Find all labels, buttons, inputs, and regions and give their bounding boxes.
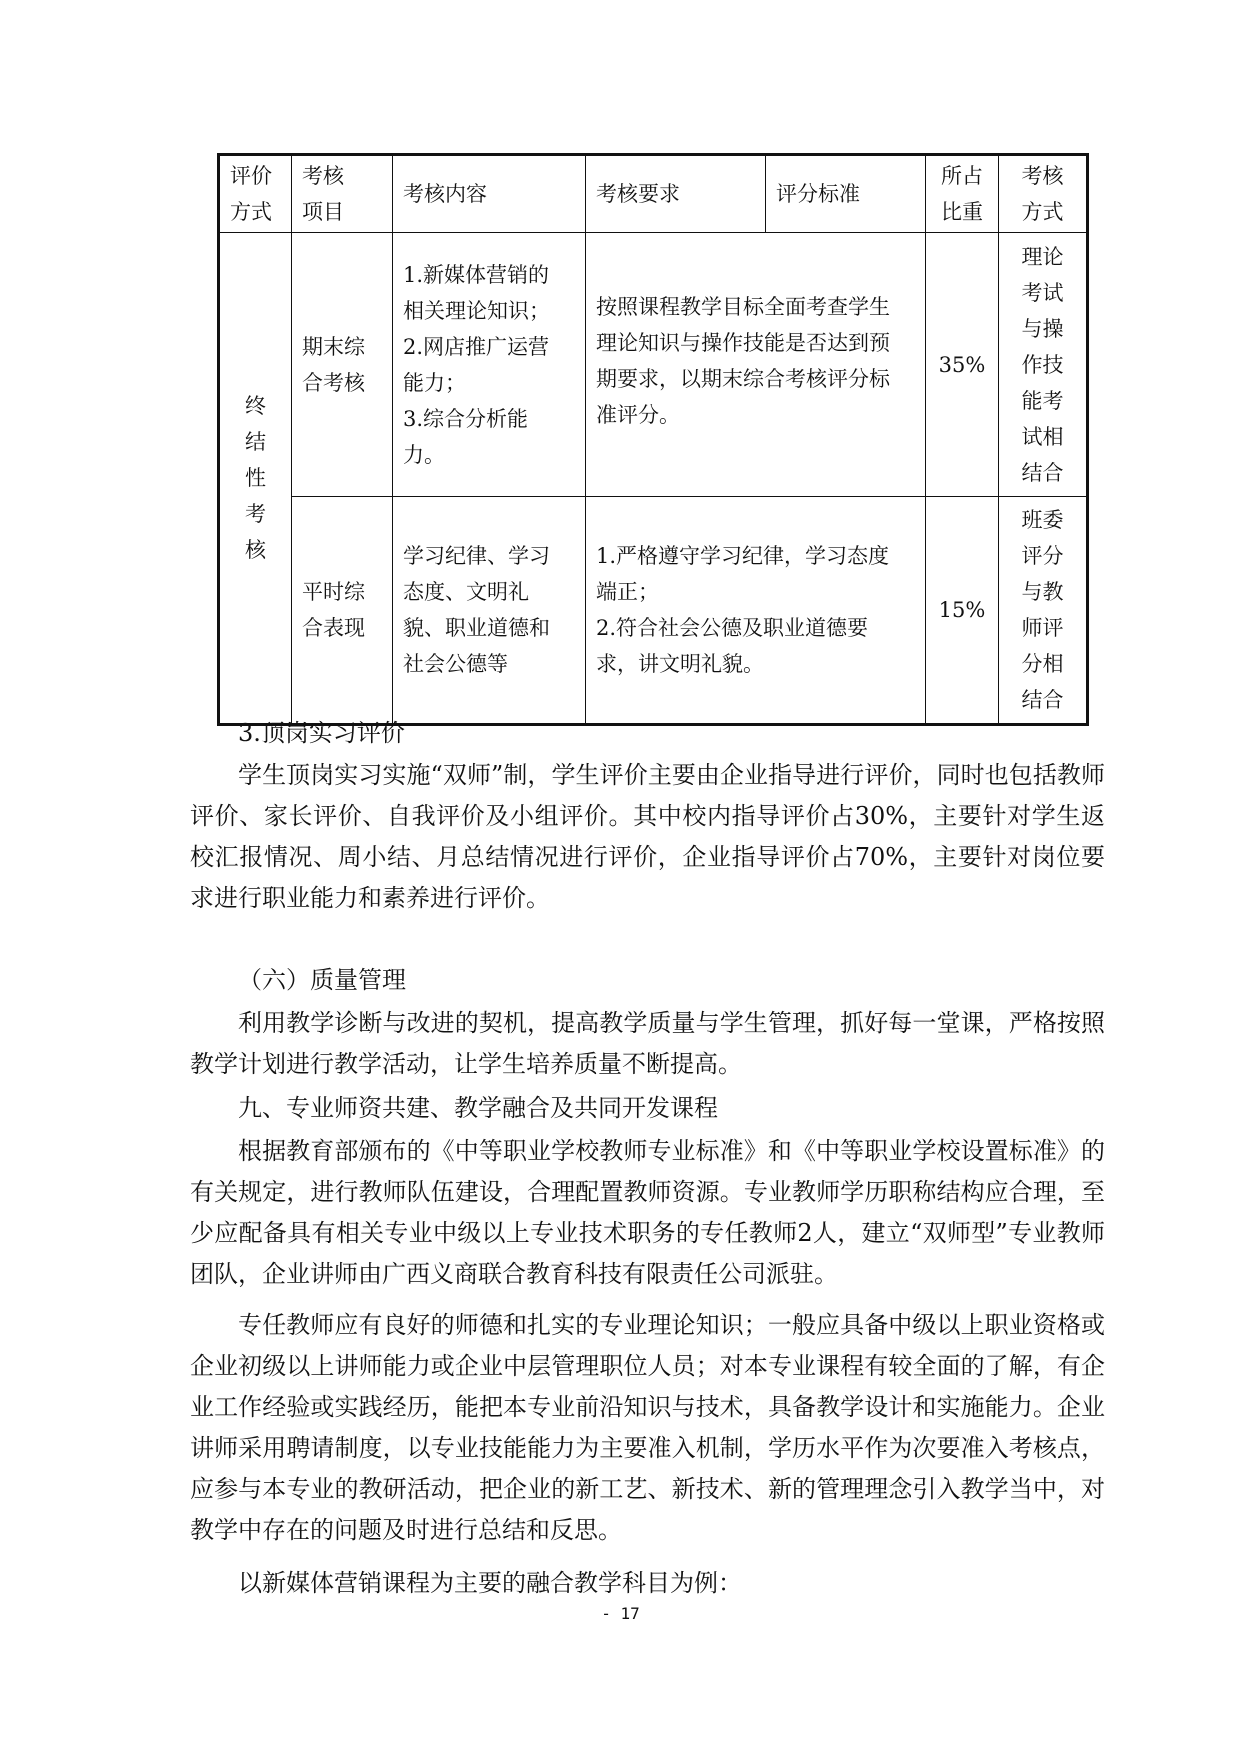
header-assess-requirement: 考核要求 xyxy=(586,155,766,233)
section6-heading: （六）质量管理 xyxy=(238,966,406,994)
table-row xyxy=(219,233,1088,497)
table-row xyxy=(219,497,1088,725)
header-assess-item: 考核 项目 xyxy=(292,155,393,233)
category-cell: 终 结 性 考 核 xyxy=(219,233,292,725)
header-eval-method: 评价 方式 xyxy=(219,155,292,233)
page-number: - 17 xyxy=(601,1604,640,1623)
row-weight: 35% xyxy=(926,233,999,497)
row-requirement: 按照课程教学目标全面考查学生 理论知识与操作技能是否达到预 期要求，以期末综合考核评分标 准评分。 xyxy=(586,233,926,497)
row-method: 理论 考试 与操 作技 能考 试相 结合 xyxy=(999,233,1088,497)
row-method: 班委 评分 与教 师评 分相 结合 xyxy=(999,497,1088,725)
header-assess-content: 考核内容 xyxy=(393,155,586,233)
section3-body: 学生顶岗实习实施“双师”制，学生评价主要由企业指导进行评价，同时也包括教师评价、家长评价、自我评价及小组评价。其中校内指导评价占30%，主要针对学生返校汇报情况、周小结、月总结情况进行评价，企业指导评价占70%，主要针对岗位要求进行职业能力和素养进行评价。 xyxy=(190,761,1105,912)
assessment-table xyxy=(217,153,1089,726)
section3-heading: 3.顶岗实习评价 xyxy=(238,719,405,747)
header-assess-method: 考核 方式 xyxy=(999,155,1088,233)
header-scoring-standard: 评分标准 xyxy=(766,155,926,233)
section6-body: 利用教学诊断与改进的契机，提高教学质量与学生管理，抓好每一堂课，严格按照教学计划进行教学活动，让学生培养质量不断提高。 xyxy=(190,1009,1105,1078)
row-content: 1.新媒体营销的 相关理论知识； 2.网店推广运营 能力； 3.综合分析能 力。 xyxy=(393,233,586,497)
table-header-row xyxy=(219,155,1088,233)
row-weight: 15% xyxy=(926,497,999,725)
header-weight: 所占 比重 xyxy=(926,155,999,233)
row-item: 期末综 合考核 xyxy=(292,233,393,497)
section9-para2: 专任教师应有良好的师德和扎实的专业理论知识；一般应具备中级以上职业资格或企业初级以上讲师能力或企业中层管理职位人员；对本专业课程有较全面的了解，有企业工作经验或实践经历，能把本专业前沿知识与技术，具备教学设计和实施能力。企业讲师采用聘请制度，以专业技能能力为主要准入机制，学历水平作为次要准入考核点，应参与本专业的教研活动，把企业的新工艺、新技术、新的管理理念引入教学当中，对教学中存在的问题及时进行总结和反思。 xyxy=(190,1311,1105,1544)
row-item: 平时综 合表现 xyxy=(292,497,393,725)
row-requirement: 1.严格遵守学习纪律，学习态度 端正； 2.符合社会公德及职业道德要 求，讲文明礼貌。 xyxy=(586,497,926,725)
section9-para3: 以新媒体营销课程为主要的融合教学科目为例： xyxy=(238,1569,742,1597)
section9-para1: 根据教育部颁布的《中等职业学校教师专业标准》和《中等职业学校设置标准》的有关规定，进行教师队伍建设，合理配置教师资源。专业教师学历职称结构应合理，至少应配备具有相关专业中级以上专业技术职务的专任教师2人，建立“双师型”专业教师团队，企业讲师由广西义商联合教育科技有限责任公司派驻。 xyxy=(190,1137,1105,1288)
row-content: 学习纪律、学习 态度、文明礼 貌、职业道德和 社会公德等 xyxy=(393,497,586,725)
section9-heading: 九、专业师资共建、教学融合及共同开发课程 xyxy=(238,1094,718,1122)
